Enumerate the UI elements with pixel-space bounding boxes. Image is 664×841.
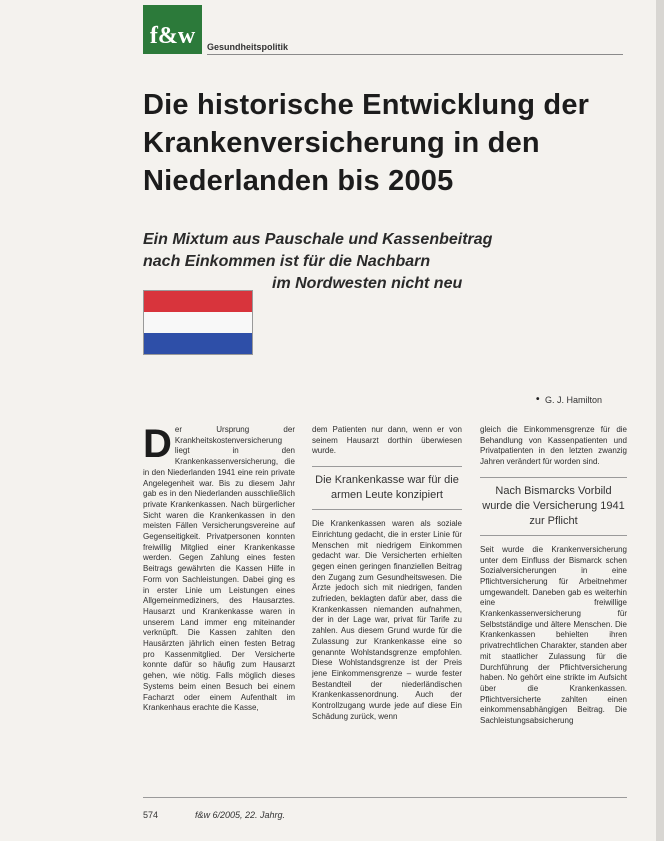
flag-blue-stripe [144,333,252,354]
author-marker: • [536,394,540,405]
drop-cap: D [143,422,172,466]
subtitle-line-3: im Nordwesten nicht neu [272,275,463,292]
column-3-body-top: gleich die Einkommensgrenze für die Behandlung von Kassenpatienten und Privatpatienten in den letzten zwanzig Jahren verändert für worden sind. [480,425,627,467]
page-number: 574 [143,810,159,820]
page-edge-shadow [656,0,664,841]
column-2-body-top: dem Patienten nur dann, wenn er von seinem Hausarzt dorthin überwiesen wurde. [312,425,462,456]
flag-white-stripe [144,312,252,333]
text-column-1 [143,422,295,714]
section-rubric: Gesundheitspolitik [207,42,289,52]
text-column-3 [480,425,627,727]
column-2-body-bottom: Die Krankenkassen waren als soziale Einrichtung gedacht, die in erster Linie für Menschen mit niedrigem Einkommen gedacht war. Die Versicherten erhielten gegen einen geringen finanziellen Beitrag den Zugang zum Gesundheitswesen. Die Ärzte jedoch sich mit niedrigen, fanden zufrieden, beklagten dafür aber, dass die Krankenkassen niemanden aufnahmen, der in der Lage war, privat für Tarife zu zahlen. Aus diesem Grund wurde für die Zulassung zur Krankenkasse eine so genannte Wohlstandsgrenze empfohlen. Diese Wohlstandsgrenze ist der Preis jene Einkommensgrenze – wurde fester Bestandteil der niederländischen Krankenkassenordnung. Auch der Kontrollzugang wurde jede auf diese Ein Schädung zurück, wenn [312,519,462,721]
journal-logo: f&w [143,5,202,54]
pull-heading-2: Nach Bismarcks Vorbild wurde die Versicherung 1941 zur Pflicht [480,477,627,536]
article-title: Die historische Entwicklung der Krankenversicherung in den Niederlanden bis 2005 [143,89,590,197]
header-divider [207,54,623,55]
subtitle-line-1: Ein Mixtum aus Pauschale und Kassenbeitrag [143,231,493,248]
netherlands-flag [143,290,253,355]
text-column-2 [312,425,462,722]
column-3-body-bottom: Seit wurde die Krankenversicherung unter dem Einfluss der Bismarck schen Sozialversicherungen in eine Pflichtversicherung für Arbeitnehmer umgewandelt. Daneben gab es weiterhin eine freiwillige Krankenkassenversicherung für Selbstständige und ältere Menschen. Die Krankenkassen behielten ihren privatrechtlichen Charakter, standen aber mit staatlicher Zulassung für die Durchführung der Pflichtversicherung haben. No gehört eine strikte im Aufsicht über die Krankenkassen. Pflichtversicherte zahlten einen einkommensabhängigen Beitrag. Die Sachleistungsabsicherung [480,544,627,726]
article-author: G. J. Hamilton [545,395,603,405]
journal-issue: f&w 6/2005, 22. Jahrg. [195,810,286,820]
subtitle-line-2: nach Einkommen ist für die Nachbarn [143,253,431,270]
article-subtitle [143,229,623,295]
pull-heading-1: Die Krankenkasse war für die armen Leute konzipiert [312,466,462,510]
column-1-body: er Ursprung der Krankheitskostenversicherung liegt in den Krankenkassenversicherung, die in den Niederlanden 1941 eine rein private Angelegenheit war. Bis zu diesem Jahr gab es in den Niederlanden ausschließlich private Krankenkassen. Nach bürgerlicher Sicht waren die Krankenkassen in den meisten Fällen Versicherungsvereine auf Gegenseitigkeit. Privatpersonen konnten freiwillig Mitglied einer Krankenkasse werden. Gegen Zahlung eines festen Beitrags gewährten die Kassen Hilfe in Form von Sachleistungen. Dabei ging es in erster Linie um Leistungen eines Allgemeinmediziners, des Hausarztes. Hausarzt und Krankenkasse waren in unserem Land immer eng miteinander verknüpft. Die Kassen zahlten den Hausärzten jährlich einen festen Betrag pro Kassenmitglied. Der Versicherte konnte dafür so häufig zum Hausarzt gehen, wie nötig. Falls möglich dieses Systems beim einen Besuch bei einem Facharzt oder einem Aufenthalt im Krankenhaus erachte die Kasse, [143,425,295,713]
footer-divider [143,797,627,798]
flag-red-stripe [144,291,252,312]
